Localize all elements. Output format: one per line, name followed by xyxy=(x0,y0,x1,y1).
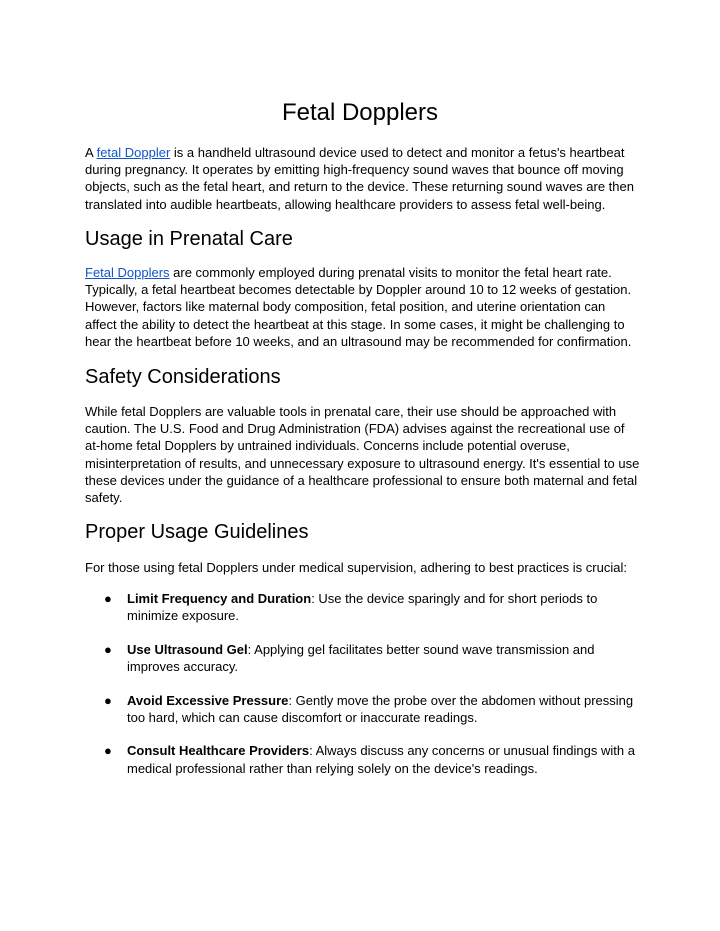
guideline-text: : Always discuss any concerns or unusual findings with a medical professional rather than relying solely on the device's readings. xyxy=(127,743,635,776)
page-title: Fetal Dopplers xyxy=(281,99,439,126)
fetal-doppler-link[interactable]: fetal Doppler xyxy=(96,145,171,160)
safety-paragraph: While fetal Dopplers are valuable tools in prenatal care, their use should be approached with caution. The U.S. Food and Drug Administration (FDA) advises against the recreational use of at-home fetal Dopplers by untrained individuals. Concerns include potential overuse, misinterpretation of results, and unnecessary exposure to ultrasound energy. It's essential to use these devices under the guidance of a healthcare professional to ensure both maternal and fetal safety. xyxy=(85,404,640,506)
guideline-title: Limit Frequency and Duration xyxy=(127,591,312,606)
bullet-icon: ● xyxy=(104,591,112,606)
guideline-title: Avoid Excessive Pressure xyxy=(127,692,289,708)
bullet-icon: ● xyxy=(104,743,112,759)
guideline-text: : Applying gel facilitates better sound wave transmission and improves accuracy. xyxy=(127,641,595,674)
fetal-dopplers-link[interactable]: Fetal Dopplers xyxy=(85,265,170,280)
list-item xyxy=(85,641,645,675)
heading-proper-usage-guidelines: Proper Usage Guidelines xyxy=(85,521,309,543)
usage-paragraph xyxy=(85,264,640,350)
guideline-text: : Use the device sparingly and for short periods to minimize exposure. xyxy=(127,591,598,624)
intro-paragraph xyxy=(85,144,640,213)
heading-usage-in-prenatal-care: Usage in Prenatal Care xyxy=(85,228,293,250)
intro-text: is a handheld ultrasound device used to detect and monitor a fetus's heartbeat during pregnancy. It operates by emitting high-frequency sound waves that bounce off moving objects, such as the fetal heart, and return to the device. These returning sound waves are then translated into audible heartbeats, allowing healthcare providers to assess fetal well-being. xyxy=(85,145,634,212)
list-item xyxy=(85,692,645,726)
guidelines-intro-paragraph: For those using fetal Dopplers under medical supervision, adhering to best practices is crucial: xyxy=(85,560,627,575)
bullet-icon: ● xyxy=(104,641,112,657)
guidelines-list xyxy=(85,590,645,793)
heading-safety-considerations: Safety Considerations xyxy=(85,366,281,388)
usage-text: are commonly employed during prenatal visits to monitor the fetal heart rate. Typically, a fetal heartbeat becomes detectable by Doppler around 10 to 12 weeks of gestation. However, factors like maternal body composition, fetal position, and uterine orientation can affect the ability to detect the heartbeat at this stage. In some cases, it might be challenging to hear the heartbeat before 10 weeks, and an ultrasound may be recommended for confirmation. xyxy=(85,265,632,349)
intro-prefix: A xyxy=(85,145,97,160)
guideline-text: : Gently move the probe over the abdomen without pressing too hard, which can cause discomfort or inaccurate readings. xyxy=(127,692,634,725)
guideline-title: Use Ultrasound Gel xyxy=(127,641,248,657)
bullet-icon: ● xyxy=(104,692,112,708)
guideline-title: Consult Healthcare Providers xyxy=(127,743,310,759)
list-item xyxy=(85,742,645,776)
list-item xyxy=(85,590,645,624)
